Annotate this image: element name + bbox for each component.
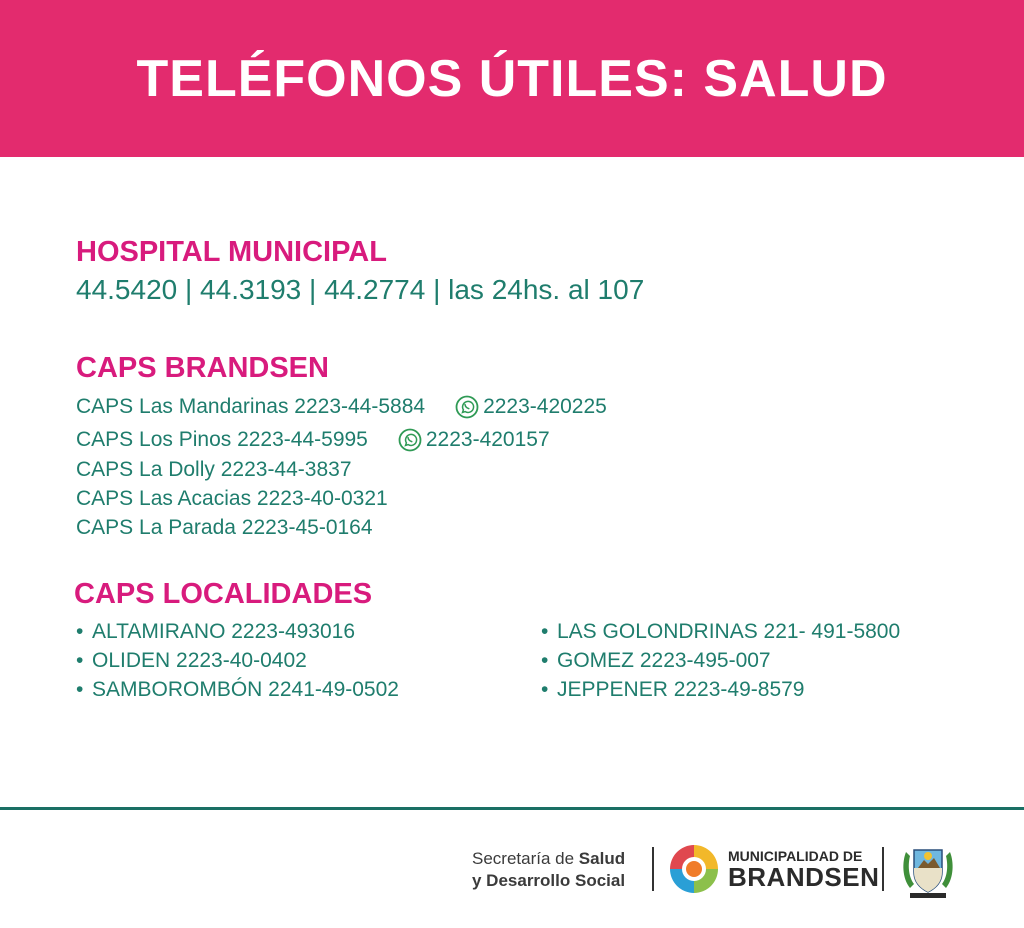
localidad-text: LAS GOLONDRINAS 221- 491-5800 <box>557 620 901 643</box>
coat-of-arms-icon <box>900 838 956 900</box>
caps-item <box>76 395 607 419</box>
bullet: • <box>76 620 84 643</box>
secretaria-label <box>472 848 625 892</box>
secretaria-line2: y Desarrollo Social <box>472 871 626 890</box>
footer-separator <box>652 847 654 891</box>
muni-small-text: MUNICIPALIDAD DE <box>728 848 863 864</box>
secretaria-salud: Salud <box>578 849 626 868</box>
caps-item <box>76 487 388 511</box>
whatsapp-icon <box>455 395 479 419</box>
hospital-title: HOSPITAL MUNICIPAL <box>76 236 387 268</box>
caps-item <box>76 428 550 452</box>
localidad-text: SAMBOROMBÓN 2241-49-0502 <box>92 678 399 701</box>
caps-item <box>76 516 373 540</box>
bullet: • <box>541 620 549 643</box>
localidad-text: JEPPENER 2223-49-8579 <box>557 678 805 701</box>
whatsapp-number: 2223-420225 <box>483 395 607 418</box>
localidad-item <box>541 678 804 702</box>
localidad-text: GOMEZ 2223-495-007 <box>557 649 771 672</box>
muni-big-text: BRANDSEN <box>728 862 880 892</box>
caps-item-text: CAPS La Parada 2223-45-0164 <box>76 516 373 539</box>
caps-localidades-title: CAPS LOCALIDADES <box>74 578 373 610</box>
caps-brandsen-title: CAPS BRANDSEN <box>76 352 329 384</box>
header-banner <box>0 0 1024 157</box>
page-title: TELÉFONOS ÚTILES: SALUD <box>136 49 888 108</box>
whatsapp-number: 2223-420157 <box>425 428 550 451</box>
localidad-text: OLIDEN 2223-40-0402 <box>92 649 307 672</box>
whatsapp-contact[interactable] <box>455 395 607 419</box>
caps-item-text: CAPS La Dolly 2223-44-3837 <box>76 458 352 481</box>
bullet: • <box>76 678 84 701</box>
bullet: • <box>541 649 549 672</box>
caps-item-text: CAPS Los Pinos 2223-44-5995 <box>76 428 368 451</box>
caps-item <box>76 458 352 482</box>
whatsapp-contact[interactable] <box>398 428 550 452</box>
localidad-item <box>76 678 399 702</box>
municipal-logo-icon <box>668 843 720 895</box>
bullet: • <box>541 678 549 701</box>
secretaria-prefix: Secretaría de <box>472 849 575 868</box>
localidad-item <box>541 649 771 673</box>
bullet: • <box>76 649 84 672</box>
caps-item-text: CAPS Las Mandarinas 2223-44-5884 <box>76 395 426 418</box>
localidad-item <box>541 620 900 644</box>
localidad-text: ALTAMIRANO 2223-493016 <box>92 620 356 643</box>
whatsapp-icon <box>398 428 422 452</box>
municipalidad-wordmark <box>728 848 879 890</box>
footer-divider <box>0 807 1024 810</box>
footer-separator <box>882 847 884 891</box>
localidad-item <box>76 649 307 673</box>
hospital-phones: 44.5420 | 44.3193 | 44.2774 | las 24hs. al 107 <box>76 274 645 305</box>
caps-item-text: CAPS Las Acacias 2223-40-0321 <box>76 487 388 510</box>
localidad-item <box>76 620 355 644</box>
